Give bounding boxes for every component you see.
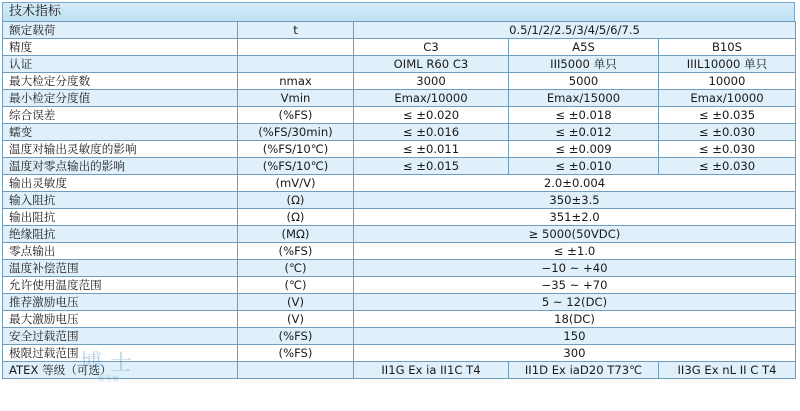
table-row bbox=[3, 362, 796, 379]
table-row bbox=[3, 107, 796, 124]
spec-value-cell: ≤ ±0.015 bbox=[354, 158, 509, 175]
spec-value-cell: 150 bbox=[354, 328, 796, 345]
spec-unit-cell bbox=[238, 56, 354, 73]
table-row bbox=[3, 192, 796, 209]
spec-value-cell: ≤ ±0.030 bbox=[659, 141, 796, 158]
spec-value-cell: 351±2.0 bbox=[354, 209, 796, 226]
spec-name-cell: 认证 bbox=[3, 56, 238, 73]
table-row bbox=[3, 158, 796, 175]
spec-unit-cell: (%FS) bbox=[238, 328, 354, 345]
spec-value-cell: 5 ~ 12(DC) bbox=[354, 294, 796, 311]
spec-value-cell: ≤ ±0.020 bbox=[354, 107, 509, 124]
table-row bbox=[3, 90, 796, 107]
table-row bbox=[3, 209, 796, 226]
spec-value-cell: −35 ~ +70 bbox=[354, 277, 796, 294]
spec-name-cell: 温度对输出灵敏度的影响 bbox=[3, 141, 238, 158]
spec-name-cell: 输出灵敏度 bbox=[3, 175, 238, 192]
spec-value-cell: ≥ 5000(50VDC) bbox=[354, 226, 796, 243]
spec-value-cell: 18(DC) bbox=[354, 311, 796, 328]
table-row bbox=[3, 22, 796, 39]
table-row bbox=[3, 328, 796, 345]
spec-name-cell: 输出阻抗 bbox=[3, 209, 238, 226]
section-title: 技术指标 bbox=[2, 2, 795, 21]
spec-value-cell: 5000 bbox=[509, 73, 659, 90]
spec-name-cell: 极限过载范围 bbox=[3, 345, 238, 362]
spec-unit-cell bbox=[238, 39, 354, 56]
table-row bbox=[3, 243, 796, 260]
spec-name-cell: 综合误差 bbox=[3, 107, 238, 124]
table-row bbox=[3, 124, 796, 141]
spec-unit-cell: (%FS/30min) bbox=[238, 124, 354, 141]
table-row bbox=[3, 175, 796, 192]
spec-value-cell: ≤ ±0.016 bbox=[354, 124, 509, 141]
table-row bbox=[3, 294, 796, 311]
spec-value-cell: ≤ ±0.035 bbox=[659, 107, 796, 124]
spec-name-cell: 蠕变 bbox=[3, 124, 238, 141]
spec-unit-cell: (℃) bbox=[238, 277, 354, 294]
spec-value-cell: 3000 bbox=[354, 73, 509, 90]
spec-unit-cell: (mV/V) bbox=[238, 175, 354, 192]
spec-value-cell: ≤ ±1.0 bbox=[354, 243, 796, 260]
table-row bbox=[3, 141, 796, 158]
spec-name-cell: 最大检定分度数 bbox=[3, 73, 238, 90]
spec-unit-cell bbox=[238, 362, 354, 379]
spec-value-cell: II3G Ex nL II C T4 bbox=[659, 362, 796, 379]
spec-value-cell: II1G Ex ia II1C T4 bbox=[354, 362, 509, 379]
spec-value-cell: OIML R60 C3 bbox=[354, 56, 509, 73]
spec-value-cell: Emax/10000 bbox=[659, 90, 796, 107]
spec-value-cell: III5000 单只 bbox=[509, 56, 659, 73]
spec-value-cell: ≤ ±0.011 bbox=[354, 141, 509, 158]
table-row bbox=[3, 345, 796, 362]
spec-name-cell: 最大激励电压 bbox=[3, 311, 238, 328]
spec-value-cell: ≤ ±0.012 bbox=[509, 124, 659, 141]
spec-value-cell: Emax/10000 bbox=[354, 90, 509, 107]
spec-value-cell: ≤ ±0.030 bbox=[659, 124, 796, 141]
spec-name-cell: 最小检定分度值 bbox=[3, 90, 238, 107]
table-row bbox=[3, 39, 796, 56]
table-row bbox=[3, 56, 796, 73]
spec-value-cell: Emax/15000 bbox=[509, 90, 659, 107]
spec-value-cell: 10000 bbox=[659, 73, 796, 90]
spec-value-cell: ≤ ±0.018 bbox=[509, 107, 659, 124]
spec-name-cell: 推荐激励电压 bbox=[3, 294, 238, 311]
spec-value-cell: C3 bbox=[354, 39, 509, 56]
spec-name-cell: 允许使用温度范围 bbox=[3, 277, 238, 294]
spec-table bbox=[2, 21, 796, 379]
spec-unit-cell: (Ω) bbox=[238, 209, 354, 226]
spec-name-cell: 额定载荷 bbox=[3, 22, 238, 39]
spec-unit-cell: (%FS/10℃) bbox=[238, 158, 354, 175]
spec-unit-cell: (V) bbox=[238, 311, 354, 328]
spec-name-cell: ATEX 等级（可选） bbox=[3, 362, 238, 379]
spec-unit-cell: t bbox=[238, 22, 354, 39]
spec-name-cell: 温度对零点输出的影响 bbox=[3, 158, 238, 175]
spec-unit-cell: (V) bbox=[238, 294, 354, 311]
spec-name-cell: 温度补偿范围 bbox=[3, 260, 238, 277]
spec-value-cell: 300 bbox=[354, 345, 796, 362]
spec-name-cell: 绝缘阻抗 bbox=[3, 226, 238, 243]
spec-value-cell: IIIL10000 单只 bbox=[659, 56, 796, 73]
spec-unit-cell: (%FS) bbox=[238, 243, 354, 260]
spec-unit-cell: (%FS/10℃) bbox=[238, 141, 354, 158]
spec-sheet bbox=[2, 2, 795, 383]
spec-value-cell: ≤ ±0.009 bbox=[509, 141, 659, 158]
spec-name-cell: 输入阻抗 bbox=[3, 192, 238, 209]
spec-unit-cell: (℃) bbox=[238, 260, 354, 277]
spec-value-cell: ≤ ±0.010 bbox=[509, 158, 659, 175]
spec-unit-cell: (%FS) bbox=[238, 107, 354, 124]
spec-table-body bbox=[3, 22, 796, 379]
watermark-text: 博士 bbox=[80, 351, 141, 376]
spec-value-cell: ≤ ±0.030 bbox=[659, 158, 796, 175]
spec-name-cell: 零点输出 bbox=[3, 243, 238, 260]
spec-value-cell: 350±3.5 bbox=[354, 192, 796, 209]
spec-value-cell: B10S bbox=[659, 39, 796, 56]
spec-unit-cell: Vmin bbox=[238, 90, 354, 107]
spec-name-cell: 安全过载范围 bbox=[3, 328, 238, 345]
spec-value-cell: 0.5/1/2/2.5/3/4/5/6/7.5 bbox=[354, 22, 796, 39]
table-row bbox=[3, 311, 796, 328]
watermark-subtext: 服务商 bbox=[98, 375, 119, 383]
spec-unit-cell: (Ω) bbox=[238, 192, 354, 209]
spec-unit-cell: (MΩ) bbox=[238, 226, 354, 243]
spec-value-cell: 2.0±0.004 bbox=[354, 175, 796, 192]
table-row bbox=[3, 277, 796, 294]
table-row bbox=[3, 226, 796, 243]
spec-name-cell: 精度 bbox=[3, 39, 238, 56]
spec-unit-cell: (%FS) bbox=[238, 345, 354, 362]
spec-value-cell: II1D Ex iaD20 T73℃ bbox=[509, 362, 659, 379]
table-row bbox=[3, 73, 796, 90]
table-row bbox=[3, 260, 796, 277]
spec-value-cell: −10 ~ +40 bbox=[354, 260, 796, 277]
spec-value-cell: A5S bbox=[509, 39, 659, 56]
spec-unit-cell: nmax bbox=[238, 73, 354, 90]
